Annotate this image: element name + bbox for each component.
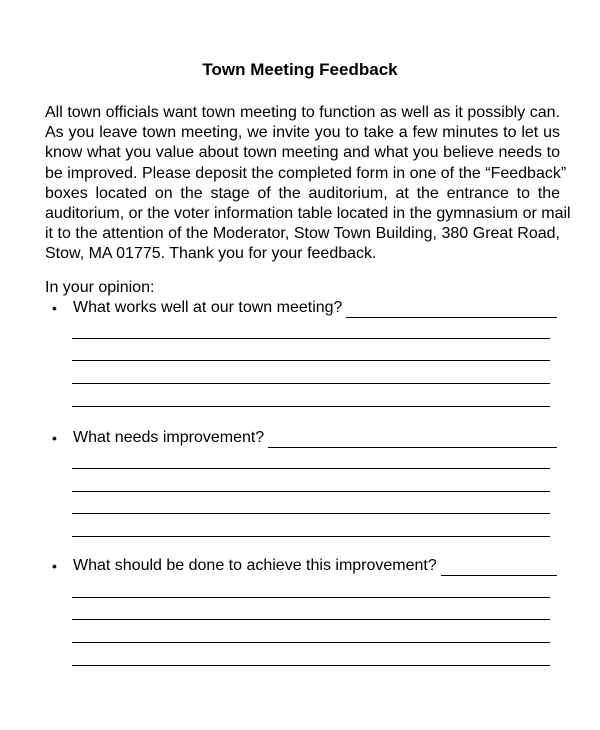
answer-line[interactable] [72,491,550,492]
answer-line[interactable] [72,665,550,666]
intro-line: boxes located on the stage of the auditorium, at the entrance to the [45,184,560,202]
answer-line[interactable] [72,642,550,643]
answer-line[interactable] [72,406,550,407]
question-achieve-improvement [52,556,557,576]
question-works-well [52,298,557,318]
answer-inline-field[interactable] [346,301,557,318]
answer-inline-field[interactable] [441,559,557,576]
question-needs-improvement [52,428,557,448]
question-text: What should be done to achieve this improvement? [73,557,437,574]
question-text: What needs improvement? [73,429,265,446]
answer-inline-field[interactable] [268,431,557,448]
intro-line: All town officials want town meeting to function as well as it possibly can. [45,104,560,121]
bullet-icon: • [52,430,57,446]
answer-line[interactable] [72,338,550,339]
question-text: What works well at our town meeting? [73,299,343,316]
bullet-icon: • [52,300,57,316]
answer-line[interactable] [72,513,550,514]
page-title: Town Meeting Feedback [202,60,398,79]
intro-line: As you leave town meeting, we invite you to take a few minutes to let us [45,124,560,142]
answer-line[interactable] [72,383,550,384]
bullet-icon: • [52,558,57,574]
intro-paragraph [45,103,571,265]
answer-line[interactable] [72,619,550,620]
answer-line[interactable] [72,468,550,469]
intro-line: Stow, MA 01775. Thank you for your feedback. [45,245,377,263]
intro-line: it to the attention of the Moderator, Stow Town Building, 380 Great Road, [45,225,560,243]
answer-line[interactable] [72,536,550,537]
intro-line: know what you value about town meeting and what you believe needs to [45,144,560,162]
opinion-label: In your opinion: [45,279,155,296]
intro-line: be improved. Please deposit the completed form in one of the “Feedback” [45,164,567,182]
answer-line[interactable] [72,597,550,598]
answer-line[interactable] [72,360,550,361]
intro-line: auditorium, or the voter information table located in the gymnasium or mail [45,205,571,223]
